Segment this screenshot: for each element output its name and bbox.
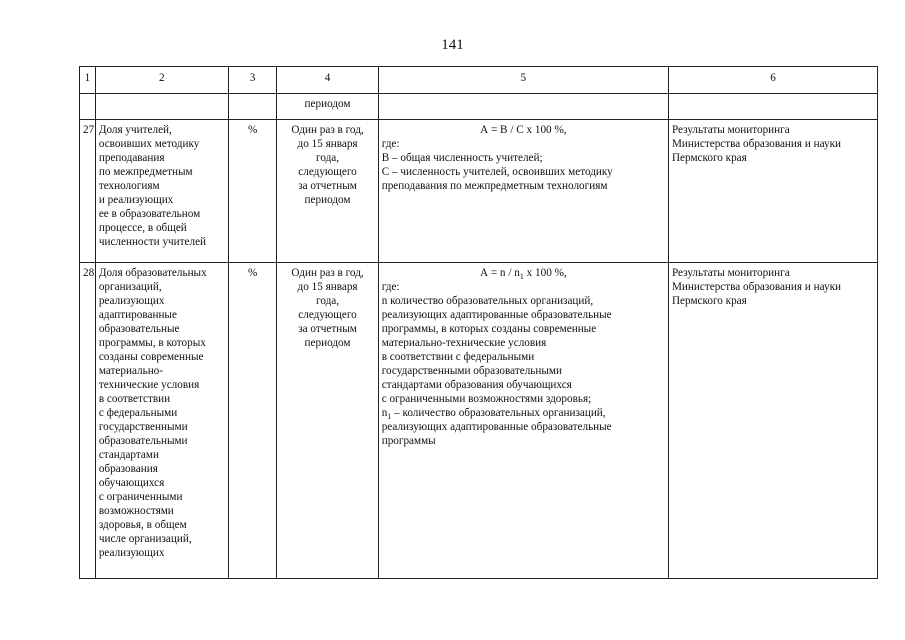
definition: – количество образовательных организаций, <box>391 407 606 419</box>
text-line: технологиям <box>98 180 160 192</box>
cell <box>228 94 277 120</box>
cell <box>378 94 668 120</box>
text-line: государственными <box>98 421 188 433</box>
indicator-name <box>95 263 228 579</box>
header-cell: 3 <box>228 67 277 94</box>
text-line: следующего <box>298 309 357 321</box>
period-continuation: периодом <box>277 94 378 120</box>
formula: А = В / С х 100 %, <box>480 124 567 136</box>
cell <box>80 94 96 120</box>
header-cell: 6 <box>668 67 877 94</box>
text-line: образовательные <box>98 323 180 335</box>
text-line: реализующих <box>98 295 165 307</box>
text-line: процессе, в общей <box>98 222 187 234</box>
text-line: года, <box>316 295 340 307</box>
text-line: материально-технические условия <box>381 337 547 349</box>
text-line: преподавания <box>98 152 165 164</box>
period <box>277 120 378 263</box>
text-line: программы, в которых <box>98 337 206 349</box>
row-number: 27 <box>80 120 96 263</box>
text-line: здоровья, в общем <box>98 519 187 531</box>
text-line: В – общая численность учителей; <box>381 152 543 164</box>
text-line: за отчетным <box>298 323 357 335</box>
text-line: Результаты мониторинга <box>671 124 790 136</box>
text-line: государственными образовательными <box>381 365 562 377</box>
formula-right: х 100 %, <box>523 267 567 279</box>
text-line: реализующих <box>98 547 165 559</box>
header-cell: 5 <box>378 67 668 94</box>
unit: % <box>228 263 277 579</box>
text-line: с ограниченными <box>98 491 183 503</box>
cell <box>95 94 228 120</box>
text-line: Один раз в год, <box>291 267 364 279</box>
text-line: обучающихся <box>98 477 165 489</box>
text-line: года, <box>316 152 340 164</box>
text-line: с федеральными <box>98 407 178 419</box>
text-line: Министерства образования и науки <box>671 138 842 150</box>
text-line: программы, в которых созданы современные <box>381 323 597 335</box>
text-line: освоивших методику <box>98 138 200 150</box>
calculation <box>378 263 668 579</box>
data-source <box>668 263 877 579</box>
variable: n <box>381 407 388 419</box>
calculation <box>378 120 668 263</box>
text-line: преподавания по межпредметным технологиям <box>381 180 608 192</box>
indicator-name <box>95 120 228 263</box>
text-line: следующего <box>298 166 357 178</box>
text-line: до 15 января <box>297 281 358 293</box>
text-line: по межпредметным <box>98 166 193 178</box>
text-line: организаций, <box>98 281 162 293</box>
unit: % <box>228 120 277 263</box>
text-line: до 15 января <box>297 138 358 150</box>
header-cell: 2 <box>95 67 228 94</box>
text-line: Доля учителей, <box>98 124 172 136</box>
text-line: адаптированные <box>98 309 177 321</box>
text-line: образовательными <box>98 435 188 447</box>
text-line: образования <box>98 463 158 475</box>
text-line: технические условия <box>98 379 200 391</box>
text-line: в соответствии с федеральными <box>381 351 535 363</box>
formula-left: А = n / n <box>479 267 520 279</box>
cell <box>668 94 877 120</box>
text-line: материально- <box>98 365 163 377</box>
text-line: Доля образовательных <box>98 267 207 279</box>
text-line: периодом <box>304 337 351 349</box>
text-line: и реализующих <box>98 194 174 206</box>
header-cell: 1 <box>80 67 96 94</box>
text-line: Результаты мониторинга <box>671 267 790 279</box>
page-number: 141 <box>441 37 464 53</box>
text-line: программы <box>381 435 436 447</box>
text-line: возможностями <box>98 505 174 517</box>
text-line: n количество образовательных организаций, <box>381 295 594 307</box>
text-line: Один раз в год, <box>291 124 364 136</box>
text-line: численности учителей <box>98 236 207 248</box>
variable-subscript: 1 <box>387 412 392 422</box>
text-line: Пермского края <box>671 295 747 307</box>
text-line: стандартами <box>98 449 159 461</box>
table-row <box>80 263 878 579</box>
text-line: числе организаций, <box>98 533 192 545</box>
text-line: в соответствии <box>98 393 171 405</box>
text-line: где: <box>381 138 400 150</box>
text-line: за отчетным <box>298 180 357 192</box>
text-line: реализующих адаптированные образовательные <box>381 309 612 321</box>
table-row <box>80 120 878 263</box>
text-line: С – численность учителей, освоивших методику <box>381 166 613 178</box>
text-line: стандартами образования обучающихся <box>381 379 572 391</box>
period <box>277 263 378 579</box>
formula <box>382 266 665 280</box>
table-header-row <box>80 67 878 94</box>
text-line: Министерства образования и науки <box>671 281 842 293</box>
header-cell: 4 <box>277 67 378 94</box>
text-line: ее в образовательном <box>98 208 201 220</box>
text-line: где: <box>381 281 400 293</box>
formula-subscript: 1 <box>519 272 524 282</box>
row-number: 28 <box>80 263 96 579</box>
indicator-table <box>79 66 878 579</box>
text-line: реализующих адаптированные образовательные <box>381 421 612 433</box>
text-line: Пермского края <box>671 152 747 164</box>
text-line: периодом <box>304 194 351 206</box>
continuation-row <box>80 94 878 120</box>
text-line: с ограниченными возможностями здоровья; <box>381 393 592 405</box>
data-source <box>668 120 877 263</box>
text-line: созданы современные <box>98 351 204 363</box>
text-line <box>382 406 665 420</box>
